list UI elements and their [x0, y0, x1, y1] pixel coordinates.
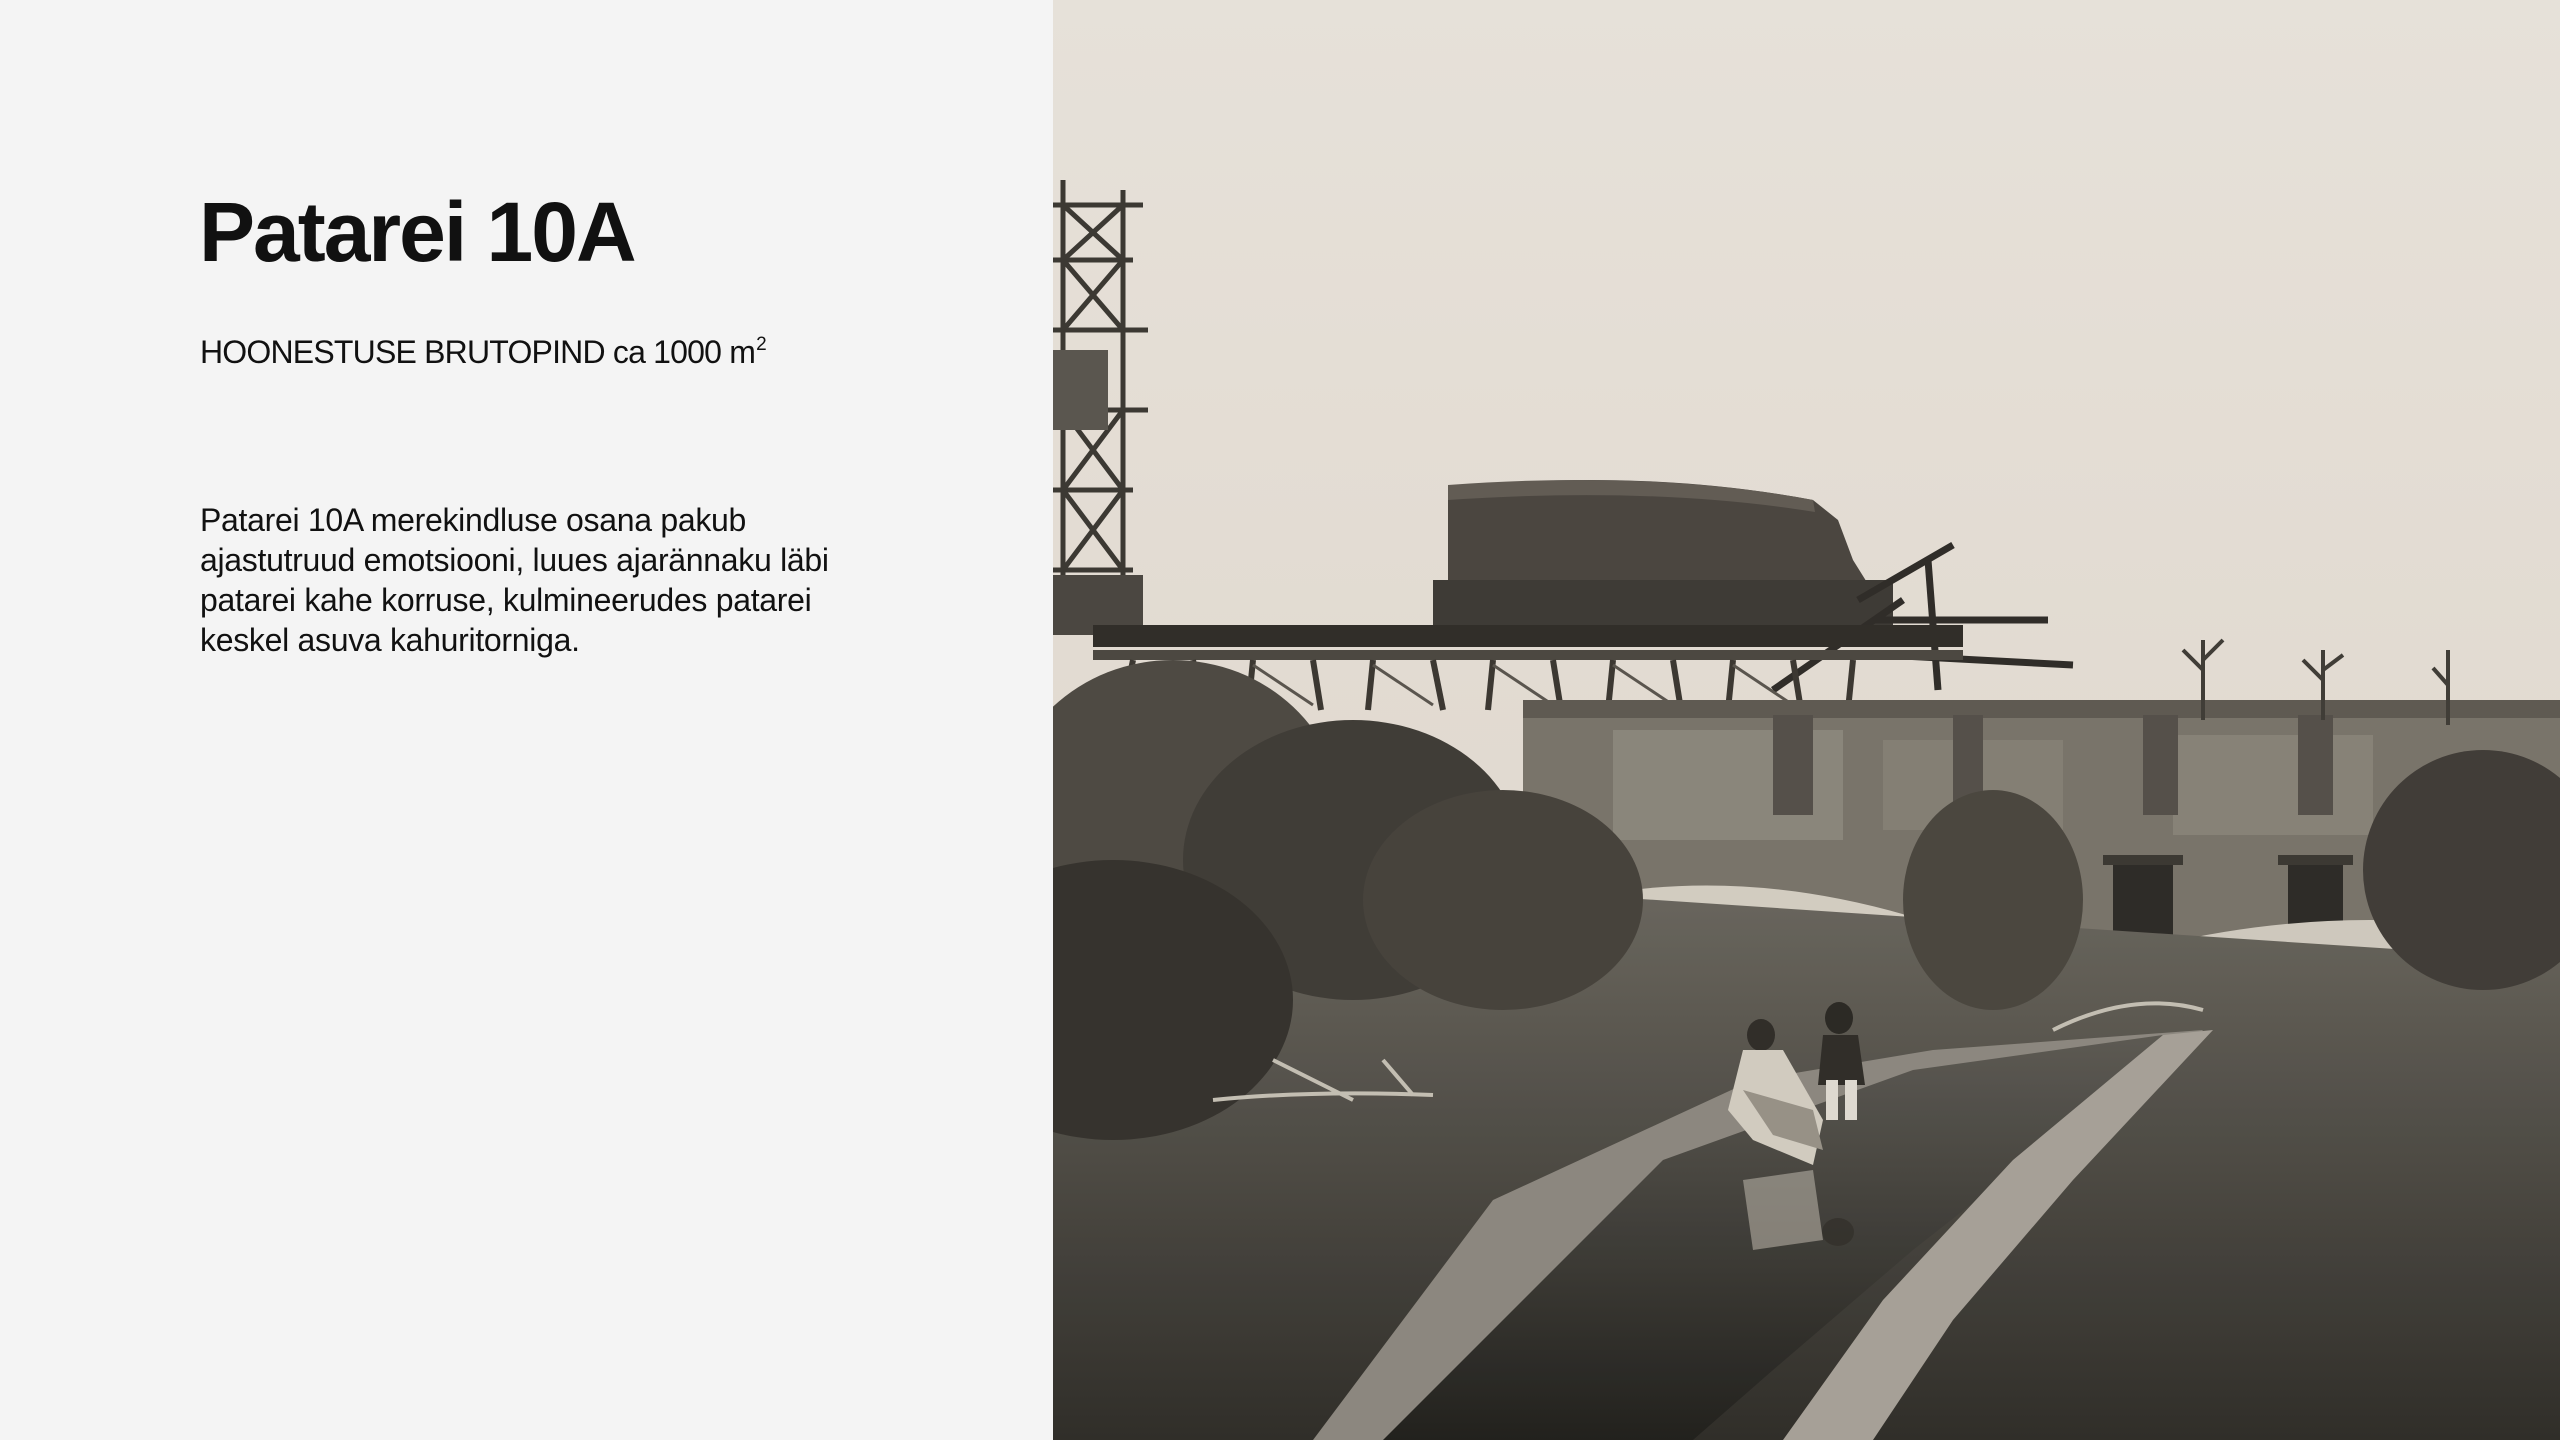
- area-unit-superscript: 2: [756, 334, 766, 355]
- battery-photo-illustration: [1053, 0, 2560, 1440]
- page-title: Patarei 10A: [199, 185, 635, 279]
- gross-area-text: HOONESTUSE BRUTOPIND ca 1000 m: [200, 334, 756, 370]
- gross-area-label: [200, 334, 766, 371]
- text-panel: [0, 0, 1053, 1440]
- description: Patarei 10A merekindluse osana pakub ajastutruud emotsiooni, luues ajarännaku läbi patarei kahe korruse, kulmineerudes patarei keskel asuva kahuritorniga.: [200, 502, 829, 658]
- historic-photo: [1053, 0, 2560, 1440]
